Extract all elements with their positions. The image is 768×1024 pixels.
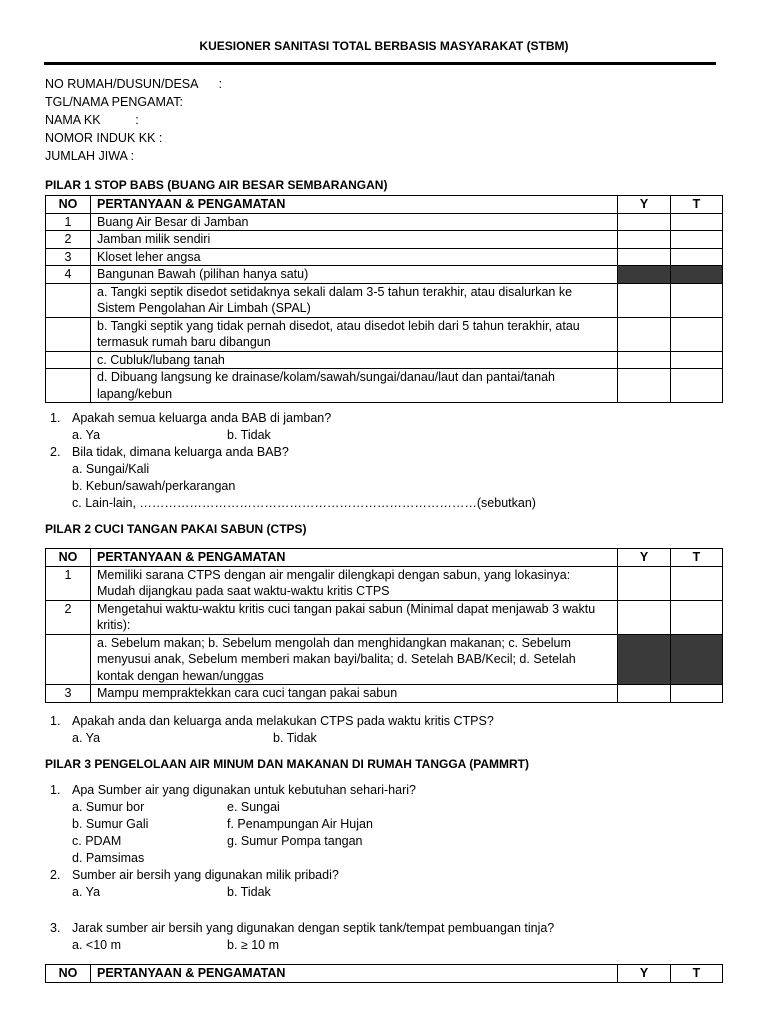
answer-option[interactable]: a. Ya — [72, 428, 101, 442]
row-no: 2 — [46, 600, 91, 634]
header-question: PERTANYAAN & PENGAMATAN — [91, 196, 618, 214]
y-cell[interactable] — [618, 600, 671, 634]
question-text: Sumber air bersih yang digunakan milik pribadi? — [72, 868, 339, 882]
t-cell[interactable] — [671, 317, 723, 351]
row-text: d. Dibuang langsung ke drainase/kolam/sawah/sungai/danau/laut dan pantai/tanah lapang/kebun — [91, 369, 618, 403]
row-text: Mengetahui waktu-waktu kritis cuci tangan pakai sabun (Minimal dapat menjawab 3 waktu kritis): — [91, 600, 618, 634]
row-text: a. Tangki septik disedot setidaknya sekali dalam 3-5 tahun terakhir, atau disalurkan ke Sistem Pengolahan Air Limbah (SPAL) — [91, 283, 618, 317]
answer-option[interactable]: b. Tidak — [227, 428, 271, 442]
header-no: NO — [46, 965, 91, 983]
field-no-rumah: NO RUMAH/DUSUN/DESA : — [45, 77, 223, 91]
answer-option[interactable]: a. Sumur bor — [72, 800, 145, 814]
t-cell[interactable] — [671, 351, 723, 369]
row-text: a. Sebelum makan; b. Sebelum mengolah dan menghidangkan makanan; c. Sebelum menyusui anak, Sebelum memberi makan bayi/balita; d. Setelah BAB/Kecil; d. Setelah kontak dengan hewan/unggas — [91, 634, 618, 685]
table-row — [46, 266, 723, 284]
table-header-row — [46, 196, 723, 214]
header-t: T — [671, 196, 723, 214]
answer-option[interactable]: a. Ya — [72, 731, 101, 745]
row-text: b. Tangki septik yang tidak pernah disedot, atau disedot lebih dari 5 tahun terakhir, atau termasuk rumah baru dibangun — [91, 317, 618, 351]
answer-option[interactable]: d. Pamsimas — [72, 851, 145, 865]
question-text: Apakah semua keluarga anda BAB di jamban? — [72, 411, 332, 425]
t-cell[interactable] — [671, 369, 723, 403]
t-cell[interactable] — [671, 283, 723, 317]
field-nama-kk: NAMA KK : — [45, 113, 139, 127]
table-row — [46, 600, 723, 634]
answer-option[interactable]: c. PDAM — [72, 834, 122, 848]
row-no: 2 — [46, 231, 91, 249]
row-no: 1 — [46, 566, 91, 600]
question-text: Jarak sumber air bersih yang digunakan dengan septik tank/tempat pembuangan tinja? — [72, 921, 555, 935]
table-row — [46, 231, 723, 249]
y-cell[interactable] — [618, 213, 671, 231]
row-text: Jamban milik sendiri — [91, 231, 618, 249]
answer-option[interactable]: g. Sumur Pompa tangan — [227, 834, 363, 848]
row-text: c. Cubluk/lubang tanah — [91, 351, 618, 369]
answer-option[interactable]: b. Kebun/sawah/perkarangan — [72, 479, 236, 493]
table-row — [46, 634, 723, 685]
questionnaire-page: KUESIONER SANITASI TOTAL BERBASIS MASYARAKAT (STBM) NO RUMAH/DUSUN/DESA : TGL/NAMA PENGAMAT: NAMA KK : NOMOR INDUK KK : JUMLAH JIWA : PILAR 1 STOP BABS (BUANG AIR BESAR SEMBARANGAN) NO PERTANYAAN & PENGAMATAN Y T 1 Buang Air Besar di Jamban 2 Jamban milik sendiri 3 Kloset leher angsa 4 Bangunan Bawah (pilihan hanya satu) a. Tangki septik disedot setidaknya sekali dalam 3-5 tahun terakhir, atau disalurkan ke Sistem Pengolahan Air Limbah (SPAL) b. Tangki septik yang tidak pernah disedot, atau disedot lebih dari 5 tahun terakhir, atau termasuk rumah baru dibangun c. Cubluk/lubang tanah d. Dibuang langsung ke drainase/kolam/sawah/sungai/danau/laut dan pantai/tanah lapang/kebun 1. Apakah semua keluarga anda BAB di jamban? a. Ya b. Tidak 2. Bila tidak, dimana keluarga anda BAB? a. Sungai/Kali b. Kebun/sawah/perkarangan c. Lain-lain, ………………………………………………………………………(sebutkan) PILAR 2 CUCI TANGAN PAKAI SABUN (CTPS) NO PERTANYAAN & PENGAMATAN Y T 1 Memiliki sarana CTPS dengan air mengalir dilengkapi dengan sabun, yang lokasinya: Mudah dijangkau pada saat waktu-waktu kritis CTPS 2 Mengetahui waktu-waktu kritis cuci tangan pakai sabun (Minimal dapat menjawab 3 waktu kritis): a. Sebelum makan; b. Sebelum mengolah dan menghidangkan makanan; c. Sebelum menyusui anak, Sebelum memberi makan bayi/balita; d. Setelah BAB/Kecil; d. Setelah kontak dengan hewan/unggas 3 Mampu mempraktekkan cara cuci tangan pakai sabun 1. Apakah anda dan keluarga anda melakukan CTPS pada waktu kritis CTPS? a. Ya b. Tidak PILAR 3 PENGELOLAAN AIR MINUM DAN MAKANAN DI RUMAH TANGGA (PAMMRT) 1. Apa Sumber air yang digunakan untuk kebutuhan sehari-hari? a. Sumur bor e. Sungai b. Sumur Gali f. Penampungan Air Hujan c. PDAM g. Sumur Pompa tangan d. Pamsimas 2. Sumber air bersih yang digunakan milik pribadi? a. Ya b. Tidak 3. Jarak sumber air bersih yang digunakan dengan septik tank/tempat pembuangan tinja? a. <10 m b. ≥ 10 m NO PERTANYAAN & PENGAMATAN Y T — [0, 0, 768, 1024]
row-no — [46, 634, 91, 685]
t-cell[interactable] — [671, 685, 723, 703]
t-cell[interactable] — [671, 566, 723, 600]
header-t: T — [671, 965, 723, 983]
row-no: 3 — [46, 685, 91, 703]
title-rule — [44, 62, 716, 65]
answer-option[interactable]: c. Lain-lain, ………………………………………………………………………(sebutkan) — [72, 496, 536, 510]
answer-option[interactable]: e. Sungai — [227, 800, 280, 814]
question-text: Bila tidak, dimana keluarga anda BAB? — [72, 445, 289, 459]
answer-option[interactable]: a. Sungai/Kali — [72, 462, 150, 476]
field-nomor-induk-kk: NOMOR INDUK KK : — [45, 131, 163, 145]
header-fields — [45, 75, 222, 165]
row-text: Mampu mempraktekkan cara cuci tangan pakai sabun — [91, 685, 618, 703]
y-cell[interactable] — [618, 369, 671, 403]
table-row — [46, 213, 723, 231]
t-cell[interactable] — [671, 248, 723, 266]
answer-option[interactable]: a. <10 m — [72, 938, 121, 952]
table-row — [46, 351, 723, 369]
table-header-row — [46, 965, 723, 983]
table-header-row — [46, 549, 723, 567]
header-question: PERTANYAAN & PENGAMATAN — [91, 965, 618, 983]
header-question: PERTANYAAN & PENGAMATAN — [91, 549, 618, 567]
row-no: 4 — [46, 266, 91, 284]
header-no: NO — [46, 196, 91, 214]
field-tgl-pengamat: TGL/NAMA PENGAMAT: — [45, 95, 183, 109]
header-no: NO — [46, 549, 91, 567]
header-t: T — [671, 549, 723, 567]
answer-option[interactable]: b. Tidak — [227, 885, 271, 899]
t-cell-disabled — [671, 634, 723, 685]
question-text: Apakah anda dan keluarga anda melakukan CTPS pada waktu kritis CTPS? — [72, 714, 494, 728]
header-y: Y — [618, 196, 671, 214]
y-cell[interactable] — [618, 685, 671, 703]
field-jumlah-jiwa: JUMLAH JIWA : — [45, 149, 135, 163]
answer-option[interactable]: f. Penampungan Air Hujan — [227, 817, 373, 831]
table-row — [46, 369, 723, 403]
answer-option[interactable]: b. ≥ 10 m — [227, 938, 280, 952]
header-y: Y — [618, 549, 671, 567]
t-cell[interactable] — [671, 600, 723, 634]
answer-option[interactable]: b. Tidak — [273, 731, 317, 745]
pilar2-title: PILAR 2 CUCI TANGAN PAKAI SABUN (CTPS) — [45, 522, 307, 536]
question-text: Apa Sumber air yang digunakan untuk kebutuhan sehari-hari? — [72, 783, 416, 797]
table-row — [46, 317, 723, 351]
pilar1-table — [45, 195, 723, 403]
y-cell[interactable] — [618, 351, 671, 369]
y-cell[interactable] — [618, 283, 671, 317]
y-cell[interactable] — [618, 566, 671, 600]
answer-option[interactable]: b. Sumur Gali — [72, 817, 149, 831]
row-no — [46, 283, 91, 317]
table-row — [46, 566, 723, 600]
row-no: 1 — [46, 213, 91, 231]
answer-option[interactable]: a. Ya — [72, 885, 101, 899]
pilar3-table — [45, 964, 723, 983]
row-text: Kloset leher angsa — [91, 248, 618, 266]
y-cell[interactable] — [618, 231, 671, 249]
table-row — [46, 248, 723, 266]
row-text: Bangunan Bawah (pilihan hanya satu) — [91, 266, 618, 284]
y-cell[interactable] — [618, 317, 671, 351]
header-y: Y — [618, 965, 671, 983]
row-no — [46, 351, 91, 369]
document-title: KUESIONER SANITASI TOTAL BERBASIS MASYARAKAT (STBM) — [199, 39, 569, 53]
t-cell[interactable] — [671, 213, 723, 231]
y-cell-disabled — [618, 634, 671, 685]
row-no: 3 — [46, 248, 91, 266]
table-row — [46, 283, 723, 317]
row-text: Buang Air Besar di Jamban — [91, 213, 618, 231]
t-cell-disabled — [671, 266, 723, 284]
row-no — [46, 317, 91, 351]
y-cell-disabled — [618, 266, 671, 284]
t-cell[interactable] — [671, 231, 723, 249]
row-no — [46, 369, 91, 403]
pilar1-title: PILAR 1 STOP BABS (BUANG AIR BESAR SEMBARANGAN) — [45, 178, 388, 192]
table-row — [46, 685, 723, 703]
pilar2-table — [45, 548, 723, 703]
row-text: Memiliki sarana CTPS dengan air mengalir dilengkapi dengan sabun, yang lokasinya: Mudah dijangkau pada saat waktu-waktu kritis CTPS — [91, 566, 618, 600]
y-cell[interactable] — [618, 248, 671, 266]
pilar3-title: PILAR 3 PENGELOLAAN AIR MINUM DAN MAKANAN DI RUMAH TANGGA (PAMMRT) — [45, 757, 529, 771]
